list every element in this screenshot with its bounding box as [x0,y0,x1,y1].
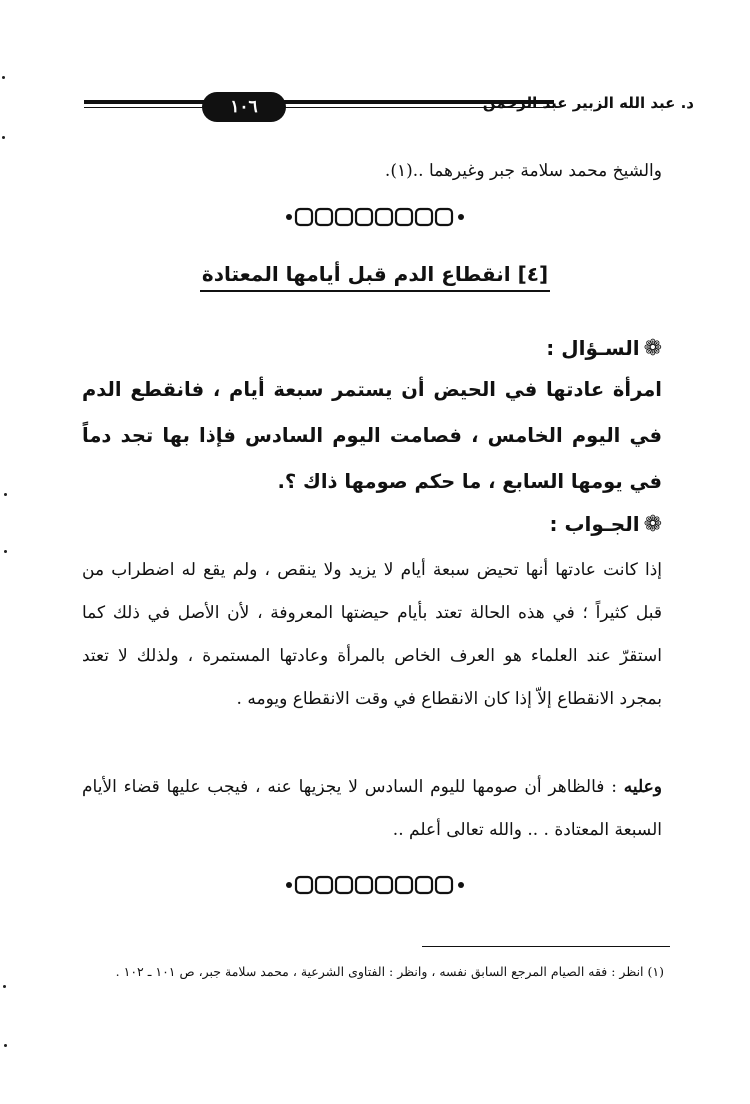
footnote-separator [422,946,670,947]
scan-speck [3,985,6,988]
ornament-divider-icon [283,206,467,228]
flower-ornament-icon: ❁ [643,512,662,537]
scan-speck [2,136,5,139]
answer-paragraph-2 [82,766,662,852]
header-rule-left [84,100,204,108]
footnote: (١) انظر : فقه الصيام المرجع السابق نفسه ، وانظر : الفتاوى الشرعية ، محمد سلامة جبر، ص ١٠١ ـ ١٠٢ . [115,964,664,979]
flower-ornament-icon: ❁ [643,336,662,361]
intro-line: والشيخ محمد سلامة جبر وغيرهما ..(١). [384,161,662,181]
ornament-divider-icon [283,874,467,896]
answer-paragraph-2-lead: وعليه [623,777,662,797]
author-name: د. عبد الله الزبير عبد الرحمن [482,94,694,112]
scan-speck [4,550,7,553]
section-heading [0,262,750,292]
answer-label: ❁الجـواب : [549,512,662,537]
section-heading-text: [٤] انقطاع الدم قبل أيامها المعتادة [200,262,550,292]
scan-speck [2,76,5,79]
page-number-badge: ١٠٦ [202,92,286,122]
answer-paragraph-2-body: : فالظاهر أن صومها لليوم السادس لا يجزيها عنه ، فيجب عليها قضاء الأيام السبعة المعتادة . .. والله تعالى أعلم .. [82,777,662,840]
question-text: امرأة عادتها في الحيض أن يستمر سبعة أيام ، فانقطع الدم في اليوم الخامس ، فصامت اليوم السادس فإذا بها تجد دماً في يومها السابع ، ما حكم صومها ذاك ؟. [82,378,662,493]
scan-speck [4,1044,7,1047]
ornament-divider-bottom [0,874,750,900]
running-header [84,92,694,124]
ornament-divider-top [0,206,750,232]
scan-speck [4,493,7,496]
answer-paragraph-1: إذا كانت عادتها أنها تحيض سبعة أيام لا يزيد ولا ينقص ، ولم يقع له اضطراب من قبل كثيراً ؛ في هذه الحالة تعتد بأيام حيضتها المعروفة ، لأن الأصل في ذلك كما استقرّ عند العلماء هو العرف الخاص بالمرأة وعادتها المستمرة ، ولذلك لا تعتد بمجرد الانقطاع إلاّ إذا كان الانقطاع في وقت الانقطاع ويومه . [82,560,662,709]
question-label: ❁السـؤال : [546,336,662,361]
